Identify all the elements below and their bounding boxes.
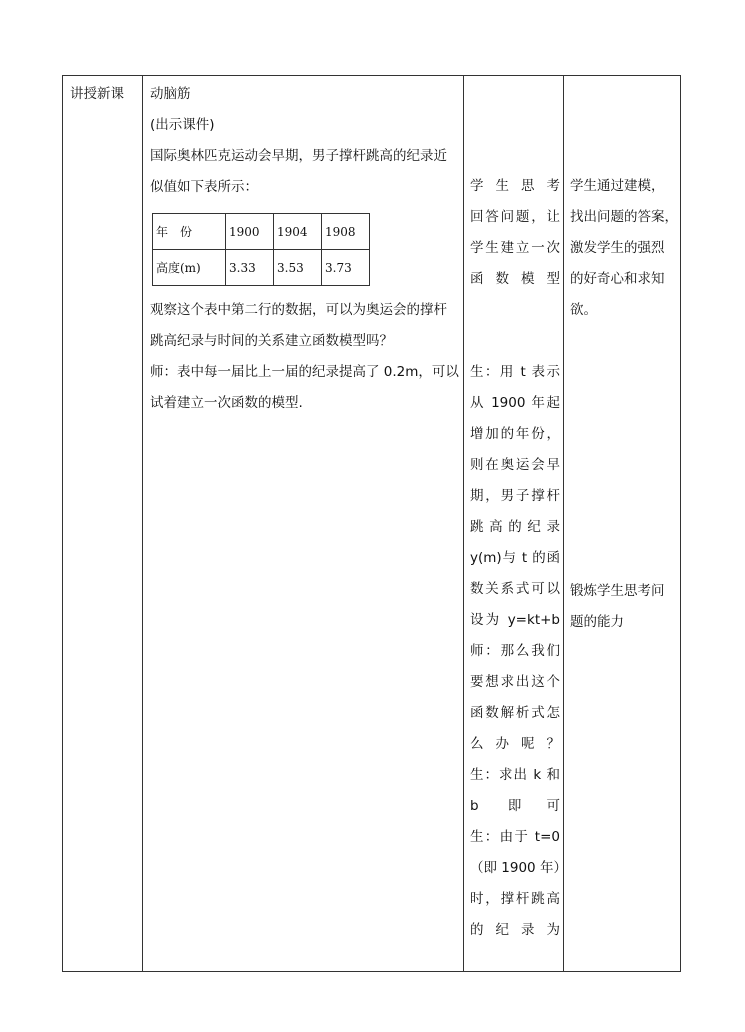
- intent-line: 学生通过建模，: [570, 178, 665, 194]
- activity-line: 增加的年份，: [470, 426, 560, 442]
- intent-line: 欲。: [570, 302, 597, 318]
- activity-line: 的 纪 录 为: [470, 922, 560, 938]
- column-divider: [463, 76, 464, 971]
- table-cell: 3.73: [322, 250, 370, 286]
- lesson-plan-table: [62, 75, 681, 972]
- activity-line: 则在奥运会早: [470, 457, 560, 473]
- section-title: 动脑筋: [150, 86, 191, 102]
- stage-label: 讲授新课: [70, 86, 124, 102]
- activity-line: 么办呢？: [470, 736, 560, 752]
- column-divider: [142, 76, 143, 971]
- table-row: [153, 250, 370, 286]
- design-intent-column: [570, 171, 678, 326]
- section-subtitle: (出示课件): [150, 117, 215, 133]
- activity-line: 函数解析式怎: [470, 705, 560, 721]
- intro-line: 似值如下表所示：: [150, 179, 258, 195]
- table-cell: 3.53: [274, 250, 322, 286]
- intro-line: 国际奥林匹克运动会早期，男子撑杆跳高的纪录近: [150, 148, 447, 164]
- body-line: 观察这个表中第二行的数据，可以为奥运会的撑杆: [150, 302, 447, 318]
- activity-line: （即 1900 年）: [470, 860, 567, 876]
- activity-line: 时，撑杆跳高: [470, 891, 560, 907]
- table-cell: 1900: [226, 214, 274, 250]
- content-column: [150, 79, 460, 203]
- content-after-table: [150, 295, 470, 419]
- activity-line: 师：那么我们: [470, 643, 560, 659]
- activity-line: 生：由于 t=0: [470, 829, 560, 845]
- activity-line: 设为 y=kt+b: [470, 612, 560, 628]
- activity-line: 期，男子撑杆: [470, 488, 560, 504]
- table-cell: 3.33: [226, 250, 274, 286]
- intent-line: 题的能力: [570, 614, 624, 630]
- activity-line: b 即可: [470, 798, 560, 814]
- table-row: [153, 214, 370, 250]
- activity-line: 回答问题，让: [470, 209, 560, 225]
- intent-line: 的好奇心和求知: [570, 271, 665, 287]
- activity-line: 数关系式可以: [470, 581, 560, 597]
- activity-line: 跳高的纪录: [470, 519, 560, 535]
- table-cell: 年 份: [153, 214, 226, 250]
- table-cell: 高度(m): [153, 250, 226, 286]
- body-line: 跳高纪录与时间的关系建立函数模型吗？: [150, 333, 393, 349]
- intent-line: 激发学生的强烈: [570, 240, 665, 256]
- activity-line: 函数模型: [470, 271, 560, 287]
- activity-line: 生：用 t 表示: [470, 364, 560, 380]
- activity-line: 要想求出这个: [470, 674, 560, 690]
- intent-line: 锻炼学生思考问: [570, 583, 665, 599]
- activity-line: y(m)与 t 的函: [470, 550, 560, 566]
- design-intent-column-lower: [570, 576, 678, 638]
- table-cell: 1904: [274, 214, 322, 250]
- body-line: 试着建立一次函数的模型.: [150, 395, 303, 411]
- column-divider: [563, 76, 564, 971]
- activity-line: 从 1900 年起: [470, 395, 560, 411]
- body-line: 师：表中每一届比上一届的纪录提高了 0.2m，可以: [150, 364, 459, 380]
- activity-line: 生：求出 k 和: [470, 767, 560, 783]
- activity-line: 学生思考: [470, 178, 560, 194]
- intent-line: 找出问题的答案，: [570, 209, 678, 225]
- record-table: [152, 213, 370, 286]
- activity-line: 学生建立一次: [470, 240, 560, 256]
- student-activity-column: [470, 171, 567, 946]
- table-cell: 1908: [322, 214, 370, 250]
